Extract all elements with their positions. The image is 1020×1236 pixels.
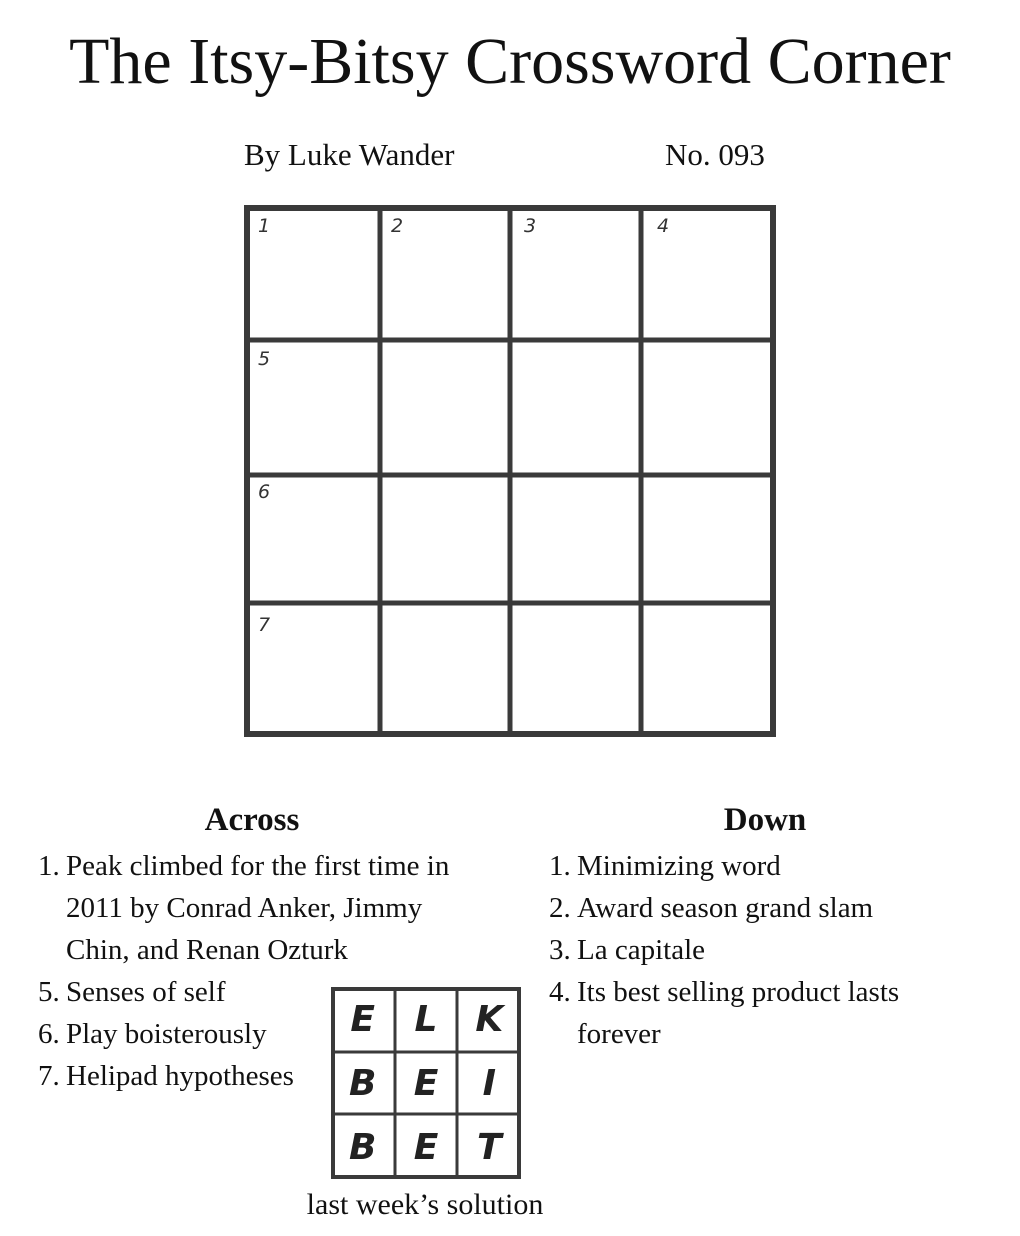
grid-cell-r3c3[interactable]	[510, 471, 643, 604]
cell-number: 1	[258, 215, 271, 237]
solution-letter: T	[477, 1126, 502, 1168]
down-clue-4[interactable]	[549, 971, 949, 1055]
solution-letter: E	[413, 1062, 439, 1104]
grid-cell-r4c4[interactable]	[643, 604, 776, 737]
clue-text: Its best selling product lasts forever	[577, 976, 900, 1050]
solution-letter: K	[475, 998, 504, 1040]
down-clue-1[interactable]	[549, 845, 949, 887]
down-clue-3[interactable]	[549, 929, 949, 971]
clue-number: 3.	[549, 934, 571, 966]
grid-cell-r1c1[interactable]	[244, 205, 377, 338]
solution-letter: B	[348, 1126, 377, 1168]
across-heading: Across	[204, 802, 300, 838]
solution-caption: last week’s solution	[306, 1188, 544, 1221]
cell-number: 7	[258, 614, 271, 636]
grid-cell-r2c1[interactable]	[244, 338, 377, 471]
grid-cell-r3c1[interactable]	[244, 471, 377, 604]
clue-text: Play boisterously	[66, 1018, 267, 1050]
grid-cell-r3c2[interactable]	[377, 471, 510, 604]
clue-text: Award season grand slam	[577, 892, 874, 924]
cell-number: 5	[258, 348, 271, 370]
clue-text: La capitale	[577, 934, 705, 966]
cell-number: 2	[391, 215, 404, 237]
clue-number: 2.	[549, 892, 571, 924]
clue-text: Senses of self	[66, 976, 226, 1008]
down-clue-2[interactable]	[549, 887, 949, 929]
clue-number: 1.	[38, 850, 60, 882]
cell-number: 3	[524, 215, 537, 237]
grid-cell-r3c4[interactable]	[643, 471, 776, 604]
solution-cells	[331, 987, 521, 1179]
grid-cell-r1c4[interactable]	[643, 205, 776, 338]
crossword-grid	[244, 205, 776, 737]
down-heading: Down	[723, 802, 807, 838]
solution-letter: E	[350, 998, 375, 1040]
grid-cell-r2c3[interactable]	[510, 338, 643, 471]
solution-letter: I	[482, 1062, 497, 1104]
down-clue-list	[549, 845, 949, 1055]
grid-cell-r2c2[interactable]	[377, 338, 510, 471]
clue-text: Helipad hypotheses	[66, 1060, 294, 1092]
cell-number: 4	[657, 215, 670, 237]
cell-number: 6	[258, 481, 271, 503]
clue-number: 6.	[38, 1018, 60, 1050]
grid-cell-r2c4[interactable]	[643, 338, 776, 471]
clue-number: 5.	[38, 976, 60, 1008]
grid-cell-r4c1[interactable]	[244, 604, 377, 737]
clue-text: Peak climbed for the first time in 2011 by Conrad Anker, Jimmy Chin, and Renan Ozturk	[66, 850, 450, 966]
clue-number: 7.	[38, 1060, 60, 1092]
puzzle-title: The Itsy-Bitsy Crossword Corner	[69, 25, 951, 98]
across-clue-1[interactable]	[38, 845, 478, 971]
solution-letter: L	[414, 998, 438, 1040]
grid-cell-r4c3[interactable]	[510, 604, 643, 737]
clue-number: 1.	[549, 850, 571, 882]
author-byline: By Luke Wander	[244, 137, 455, 172]
solution-letter: B	[348, 1062, 377, 1104]
grid-cell-r1c2[interactable]	[377, 205, 510, 338]
solution-letter: E	[413, 1126, 439, 1168]
last-week-solution-grid	[331, 987, 521, 1179]
clue-number: 4.	[549, 976, 571, 1008]
grid-cell-r4c2[interactable]	[377, 604, 510, 737]
clue-text: Minimizing word	[577, 850, 781, 882]
crossword-cells	[244, 205, 776, 737]
puzzle-number: No. 093	[665, 137, 765, 172]
grid-cell-r1c3[interactable]	[510, 205, 643, 338]
